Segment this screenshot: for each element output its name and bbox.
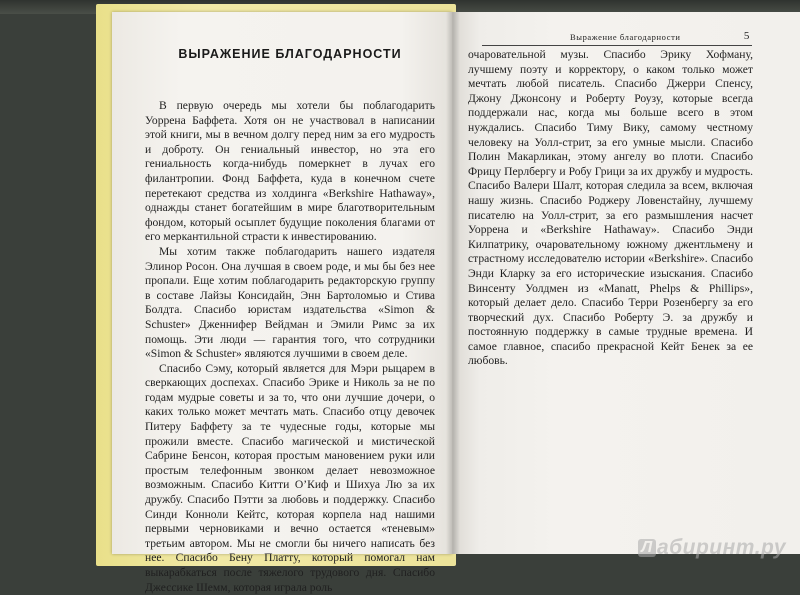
paragraph: В первую очередь мы хотели бы поблагодарить Уоррена Баффета. Хотя он не участвовал в написании этой книги, мы в вечном долгу перед ним за его мудрость и доброту. Он гениальный инвестор, но эта его гениальность когда-нибудь померкнет в лучах его филантропии. Фонд Баффета, куда в конечном счете перетекают средства из холдинга «Berkshire Hathaway», однажды станет богатейшим в мире благотворительным фондом, который осыплет будущие поколения благами от его меркантильной страсти к инвестированию. (145, 99, 435, 244)
watermark-text: абиринт.ру (656, 536, 786, 559)
paragraph: очаровательной музы. Спасибо Эрику Хофману, лучшему поэту и корректору, о каком только может мечтать любой писатель. Спасибо Джерри Спенсу, Джону Джонсону и Роберту Роузу, которые всегда поддержали нас, когда мы больше всего в этом нуждались. Спасибо Тиму Вику, самому честному человеку на Уолл-стрит, за его умные мысли. Спасибо Полин Макарликан, этому ангелу во плоти. Спасибо Фрицу Перлбергу и Робу Грици за их дружбу и мудрость. Спасибо Валери Шалт, которая следила за всем, включая нашу жизнь. Спасибо Роджеру Ловенстайну, лучшему писателю на Уолл-стрит, за его размышления насчет Уоррена и «Berkshire Hathaway». Спасибо Энди Килпатрику, очаровательному южному джентльмену и страстному исследователю истории «Berkshire». Спасибо Энди Кларку за его исторические изыскания. Спасибо Винсенту Уолдмен из «Manatt, Phelps & Phillips», который делает дело. Спасибо Терри Розенбергу за его творческий дух. Спасибо Роберту Э. за дружбу и постоянную поддержку в самые трудные времена. И самое главное, спасибо прекрасной Кейт Бенек за ее любовь. (468, 48, 753, 368)
paragraph: Мы хотим также поблагодарить нашего издателя Элинор Росон. Она лучшая в своем роде, и мы бы без нее пропали. Еще хотим поблагодарить редакторскую группу в составе Лайзы Консидайн, Энн Бартоломью и Стива Болдта. Спасибо юристам издательства «Simon & Schuster» Дженнифер Вейдман и Эмили Римс за их помощь. Эти люди — гарантия того, что сотрудники «Simon & Schuster» являются лучшими в своем деле. (145, 244, 435, 361)
labirint-watermark (638, 536, 786, 560)
chapter-title: ВЫРАЖЕНИЕ БЛАГОДАРНОСТИ (178, 47, 402, 61)
page-number: 5 (743, 30, 750, 42)
paragraph: Спасибо Сэму, который является для Мэри рыцарем в сверкающих доспехах. Спасибо Эрике и Николь за не по годам мудрые советы и за то, что они лучшие дочери, о каких только может мечтать мать. Спасибо отцу девочек Питеру Баффету за те чудесные годы, которые мы прожили вместе. Спасибо магической и мистической Сабрине Бенсон, которая простым мановением руки или простым телефонным звонком делает невозможное возможным. Спасибо Китти О’Киф и Шихуа Лю за их дружбу. Спасибо Пэтти за любовь и поддержку. Спасибо Синди Конноли Кейтс, которая корпела над нашими первыми черновиками и вечно остается «теневым» третьим автором. Мы не смогли бы ничего написать без нее. Спасибо Бену Платту, который помогал нам выкарабкаться после тяжелого трудового дня. Спасибо Джессике Шемм, которая играла роль (145, 361, 435, 594)
left-page-text (145, 99, 435, 595)
running-head-title: Выражение благодарности (570, 32, 681, 42)
running-head (482, 31, 752, 46)
right-page-text (468, 48, 753, 369)
book-gutter (446, 12, 460, 554)
labirint-logo-icon: Л (638, 539, 656, 557)
